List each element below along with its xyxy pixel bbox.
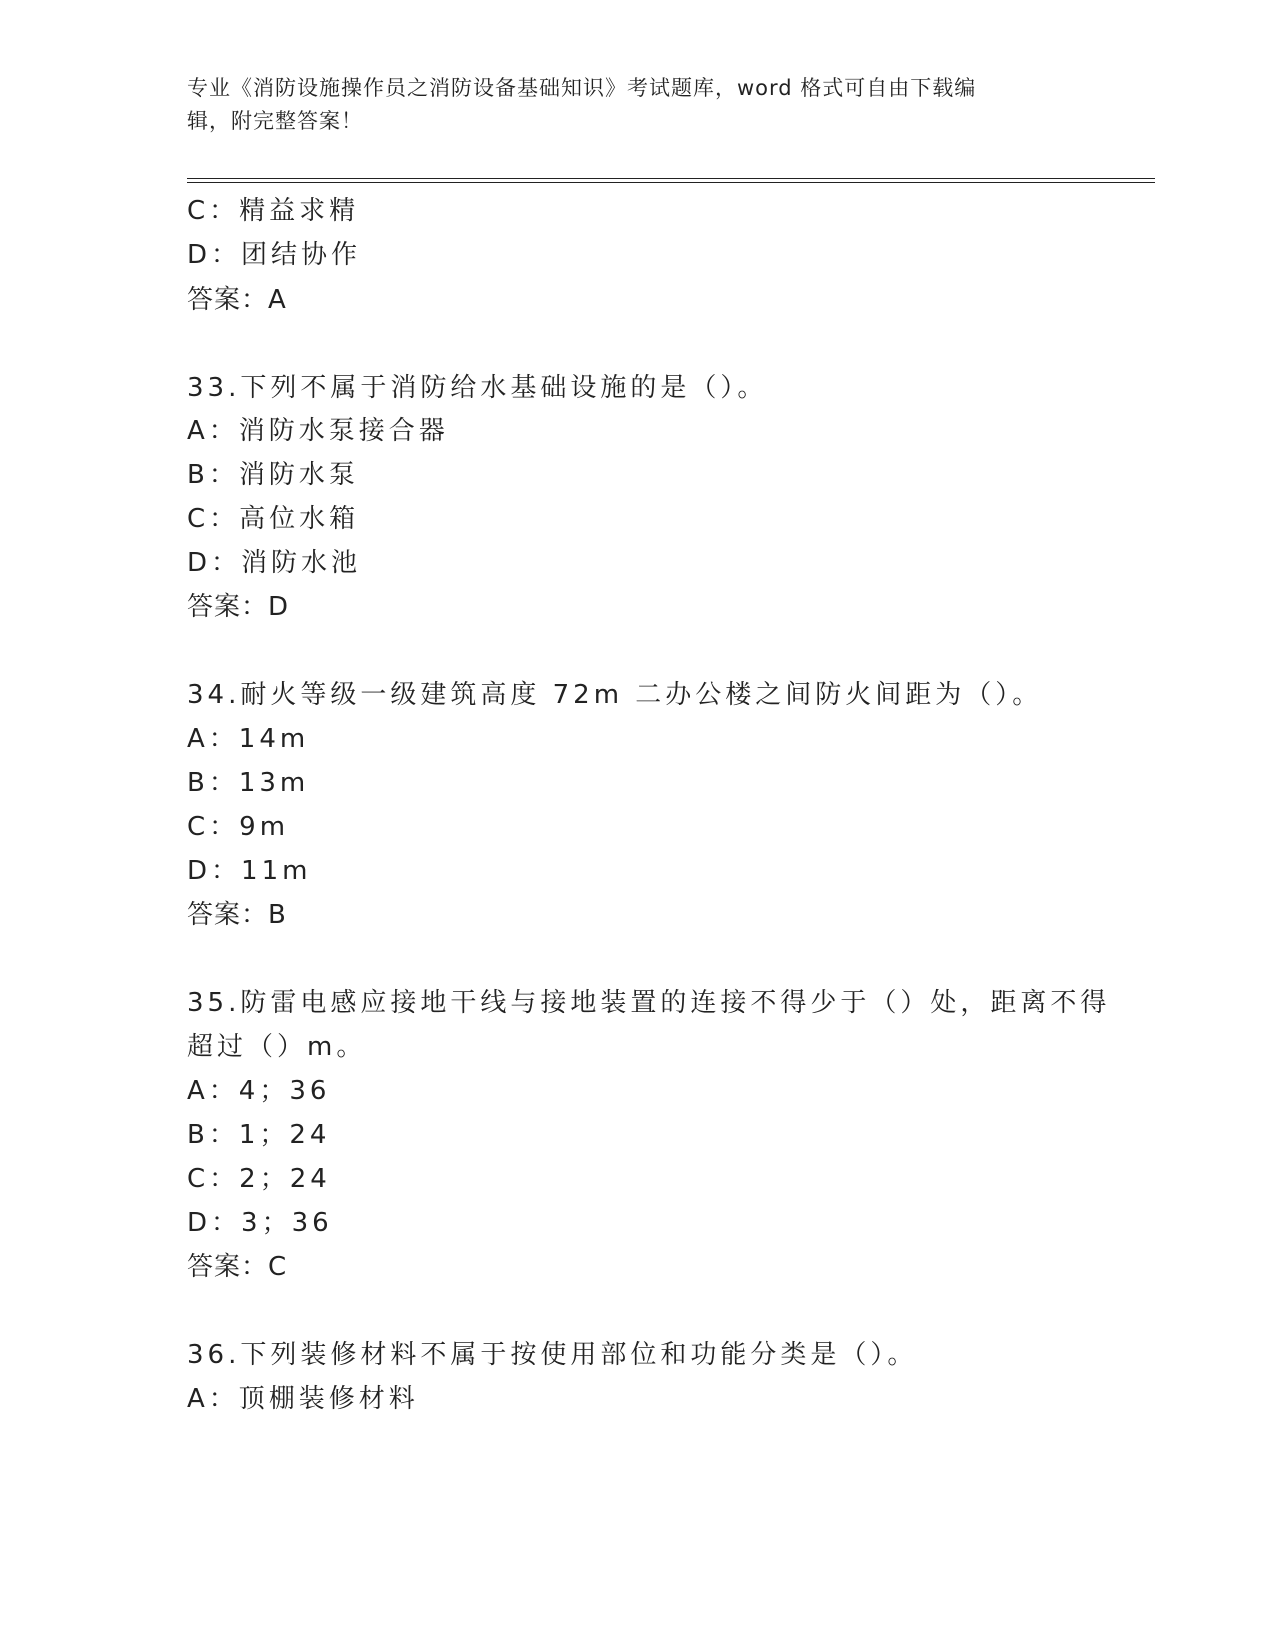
q33-stem: 33.下列不属于消防给水基础设施的是（）。 (187, 373, 768, 403)
header-divider-top (187, 178, 1155, 179)
header-divider-bottom (187, 182, 1155, 183)
q35-option-a: A：4；36 (187, 1076, 331, 1106)
document-header (187, 72, 1087, 138)
q35-option-d: D：3；36 (187, 1208, 333, 1238)
q35-stem-line-1: 35.防雷电感应接地干线与接地装置的连接不得少于（）处，距离不得 (187, 988, 1111, 1018)
q34-stem: 34.耐火等级一级建筑高度 72m 二办公楼之间防火间距为（）。 (187, 680, 1043, 710)
header-line-2: 辑，附完整答案！ (187, 109, 363, 133)
q32-answer: 答案：A (187, 285, 287, 315)
q34-option-b: B：13m (187, 768, 310, 798)
header-line-1: 专业《消防设施操作员之消防设备基础知识》考试题库，word 格式可自由下载编 (187, 76, 977, 100)
q35-option-c: C：2；24 (187, 1164, 331, 1194)
q34-option-a: A：14m (187, 724, 310, 754)
q33-option-b: B：消防水泵 (187, 460, 359, 490)
q33-answer: 答案：D (187, 592, 290, 622)
q34-answer: 答案：B (187, 900, 287, 930)
q35-stem-line-2: 超过（）m。 (187, 1032, 367, 1062)
q34-option-c: C：9m (187, 812, 290, 842)
q33-option-d: D：消防水池 (187, 548, 362, 578)
q36-stem: 36.下列装修材料不属于按使用部位和功能分类是（）。 (187, 1340, 918, 1370)
q35-answer: 答案：C (187, 1252, 288, 1282)
q32-option-d: D：团结协作 (187, 240, 362, 270)
q34-option-d: D：11m (187, 856, 312, 886)
q35-option-b: B：1；24 (187, 1120, 331, 1150)
q33-option-a: A：消防水泵接合器 (187, 416, 449, 446)
q33-option-c: C：高位水箱 (187, 504, 360, 534)
q36-option-a: A：顶棚装修材料 (187, 1384, 419, 1414)
q32-option-c: C：精益求精 (187, 196, 360, 226)
